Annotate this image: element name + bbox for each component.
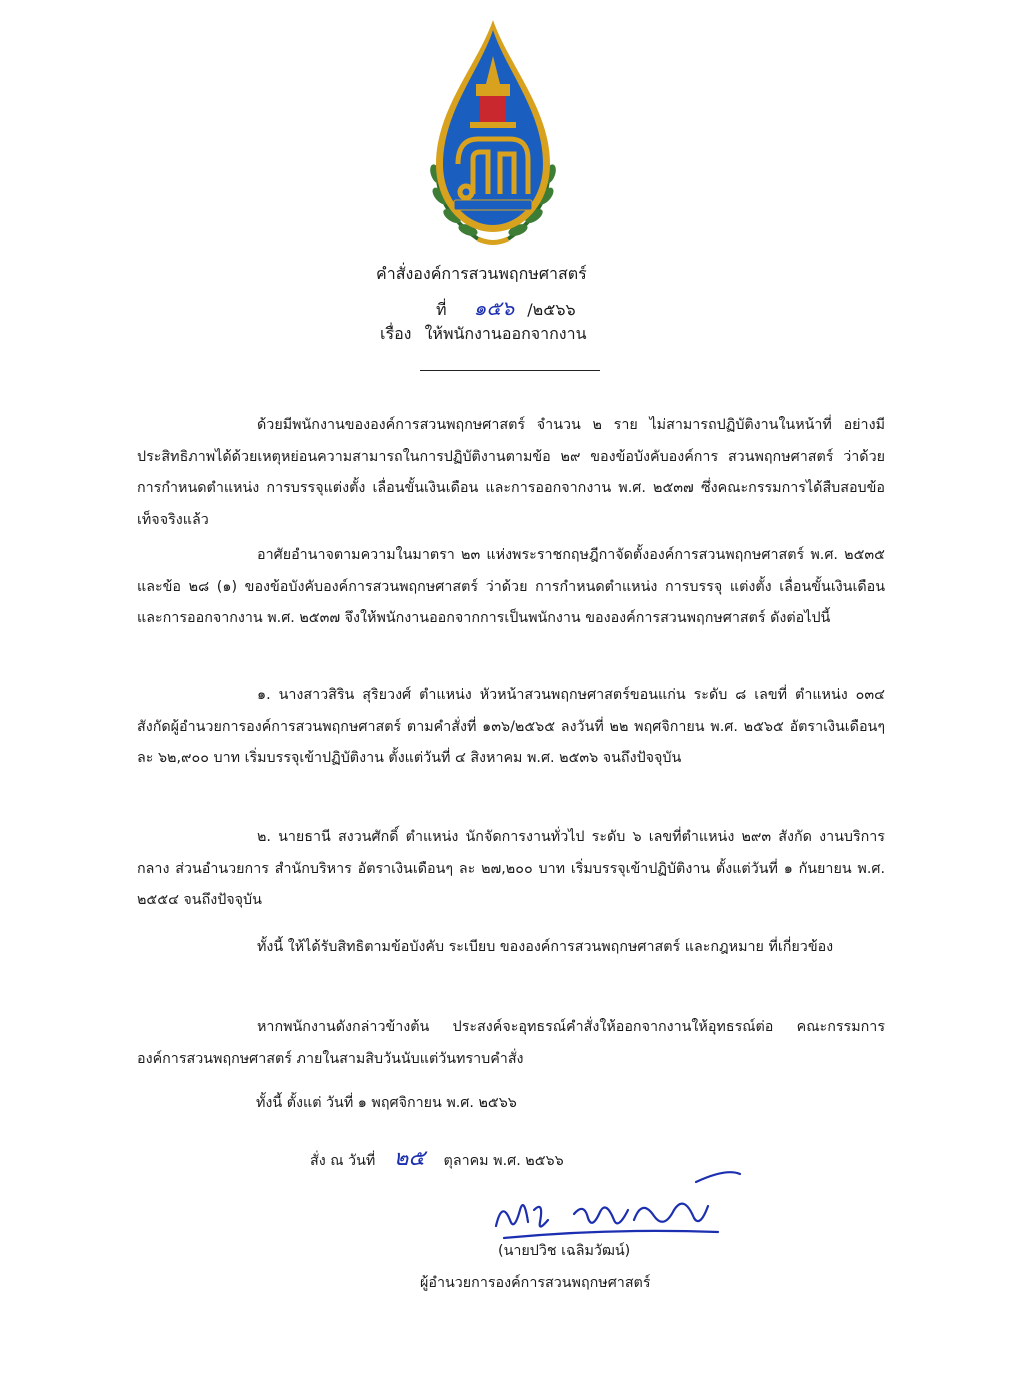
paragraph-employee-2: ๒. นายธานี สงวนศักดิ์ ตำแหน่ง นักจัดการงานทั่วไป ระดับ ๖ เลขที่ตำแหน่ง ๒๙๓ สังกัด งานบริการกลาง ส่วนอำนวยการ สำนักบริหาร อัตราเงินเดือนๆ ละ ๒๗,๒๐๐ บาท เริ่มบรรจุเข้าปฏิบัติงาน ตั้งแต่วันที่ ๑ กันยายน พ.ศ. ๒๕๕๔ จนถึงปัจจุบัน	[137, 829, 885, 908]
order-subject	[380, 322, 587, 347]
order-number	[436, 292, 576, 324]
paragraph-appeal: หากพนักงานดังกล่าวข้างต้น ประสงค์จะอุทธรณ์คำสั่งให้ออกจากงานให้อุทธรณ์ต่อ คณะกรรมการองค์การสวนพฤกษศาสตร์ ภายในสามสิบวันนับแต่วันทราบคำสั่ง	[137, 1019, 885, 1067]
dated-day-handwritten: ๒๕	[393, 1146, 425, 1171]
paragraph-authority: อาศัยอำนาจตามความในมาตรา ๒๓ แห่งพระราชกฤษฎีกาจัดตั้งองค์การสวนพฤกษศาสตร์ พ.ศ. ๒๕๓๕ และข้อ ๒๘ (๑) ของข้อบังคับองค์การสวนพฤกษศาสตร์ ว่าด้วย การกำหนดตำแหน่ง การบรรจุ แต่งตั้ง เลื่อนขั้นเงินเดือน และการออกจากงาน พ.ศ. ๒๕๓๗ จึงให้พนักงานออกจากการเป็นพนักงาน ขององค์การสวนพฤกษศาสตร์ ดังต่อไปนี้	[137, 547, 885, 626]
effective-date: ทั้งนี้ ตั้งแต่ วันที่ ๑ พฤศจิกายน พ.ศ. ๒๕๖๖	[256, 1095, 517, 1111]
paragraph-entitlements: ทั้งนี้ ให้ได้รับสิทธิตามข้อบังคับ ระเบียบ ขององค์การสวนพฤกษศาสตร์ และกฎหมาย ที่เกี่ยวข้อง	[257, 939, 834, 955]
dated-prefix: สั่ง ณ วันที่	[310, 1153, 376, 1169]
signatory-position: ผู้อำนวยการองค์การสวนพฤกษศาสตร์	[420, 1275, 651, 1291]
order-number-handwritten: ๑๕๖	[473, 296, 515, 320]
signatory-name: (นายปวิช เฉลิมวัฒน์)	[498, 1243, 631, 1259]
order-number-suffix: /๒๕๖๖	[527, 300, 576, 319]
organization-emblem	[418, 14, 568, 254]
handwritten-signature	[488, 1170, 748, 1250]
subject-text: ให้พนักงานออกจากงาน	[424, 324, 587, 343]
subject-label: เรื่อง	[380, 324, 412, 343]
paragraph-employee-1: ๑. นางสาวสิริน สุริยวงศ์ ตำแหน่ง หัวหน้าสวนพฤกษศาสตร์ขอนแก่น ระดับ ๘ เลขที่ ตำแหน่ง ๐๓๔ สังกัดผู้อำนวยการองค์การสวนพฤกษศาสตร์ ตามคำสั่งที่ ๑๓๖/๒๕๖๕ ลงวันที่ ๒๒ พฤศจิกายน พ.ศ. ๒๕๖๕ อัตราเงินเดือนๆ ละ ๖๒,๙๐๐ บาท เริ่มบรรจุเข้าปฏิบัติงาน ตั้งแต่วันที่ ๔ สิงหาคม พ.ศ. ๒๕๓๖ จนถึงปัจจุบัน	[137, 687, 885, 766]
dated-suffix: ตุลาคม พ.ศ. ๒๕๖๖	[443, 1153, 564, 1169]
paragraph-background: ด้วยมีพนักงานขององค์การสวนพฤกษศาสตร์ จำนวน ๒ ราย ไม่สามารถปฏิบัติงานในหน้าที่ อย่างมีประสิทธิภาพได้ด้วยเหตุหย่อนความสามารถในการปฏิบัติงานตามข้อ ๒๙ ของข้อบังคับองค์การ สวนพฤกษศาสตร์ ว่าด้วย การกำหนดตำแหน่ง การบรรจุแต่งตั้ง เลื่อนขั้นเงินเดือน และการออกจากงาน พ.ศ. ๒๕๓๗ ซึ่งคณะกรรมการได้สืบสอบข้อเท็จจริงแล้ว	[137, 417, 885, 528]
order-number-prefix: ที่	[436, 300, 447, 319]
header-divider	[420, 370, 600, 371]
order-title: คำสั่งองค์การสวนพฤกษศาสตร์	[376, 264, 587, 283]
